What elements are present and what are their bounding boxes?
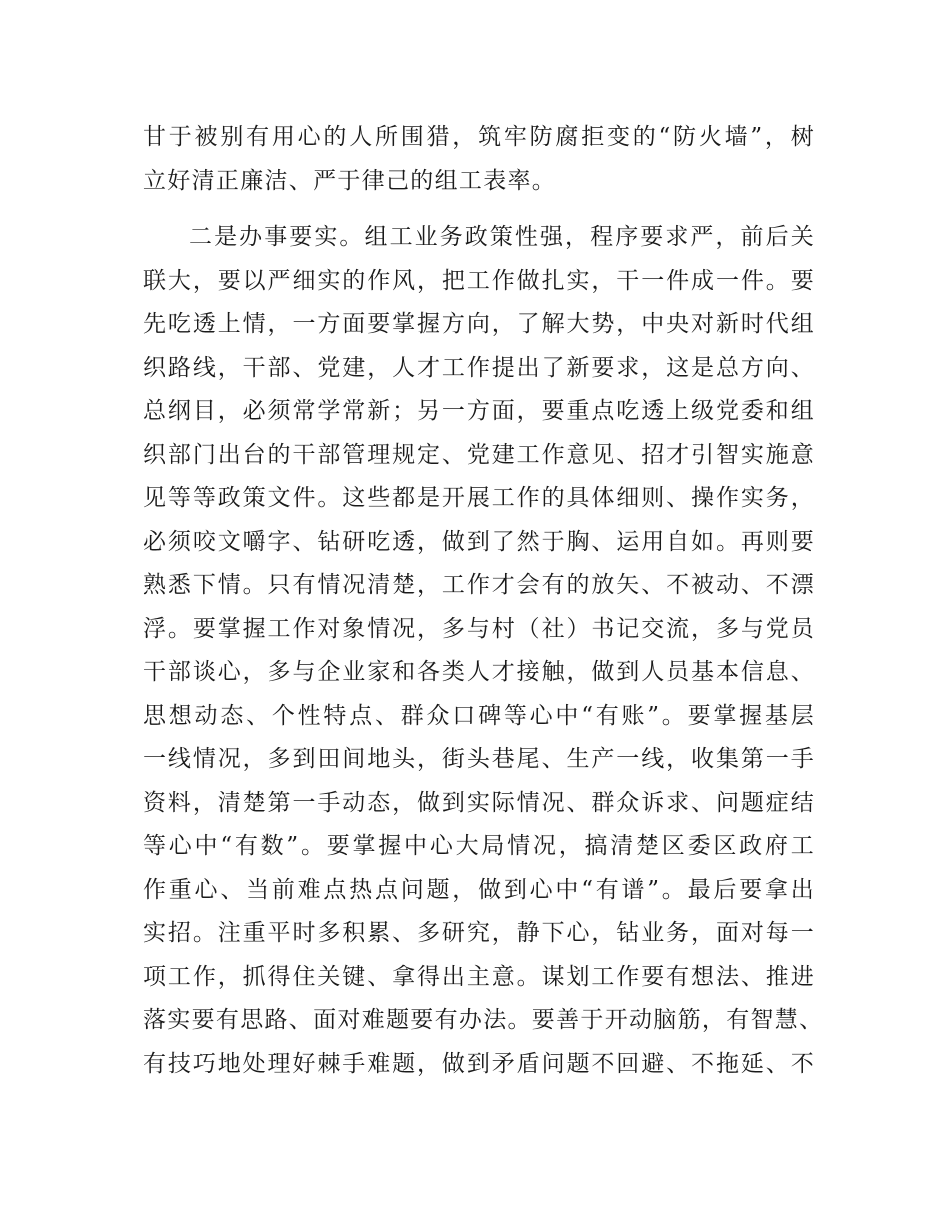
text-line: 先吃透上情，一方面要掌握方向，了解大势，中央对新时代组 bbox=[143, 311, 815, 337]
text-line: 织部门出台的干部管理规定、党建工作意见、招才引智实施意 bbox=[143, 441, 815, 468]
text-line: 干部谈心，多与企业家和各类人才接触，做到人员基本信息、 bbox=[143, 659, 815, 685]
text-line: 见等等政策文件。这些都是开展工作的具体细则、操作实务， bbox=[143, 485, 815, 511]
text-line: 思想动态、个性特点、群众口碑等心中“有账”。要掌握基层 bbox=[143, 702, 815, 729]
text-line: 项工作，抓得住关键、拿得出主意。谋划工作要有想法、推进 bbox=[143, 963, 815, 990]
text-line: 立好清正廉洁、严于律己的组工表率。 bbox=[143, 167, 557, 194]
paragraph-1 bbox=[143, 116, 815, 203]
text-line: 等心中“有数”。要掌握中心大局情况，搞清楚区委区政府工 bbox=[143, 833, 815, 859]
text-line: 实招。注重平时多积累、多研究，静下心，钻业务，面对每一 bbox=[143, 920, 815, 946]
text-line: 二是办事要实。组工业务政策性强，程序要求严，前后关 bbox=[189, 224, 815, 250]
text-line: 落实要有思路、面对难题要有办法。要善于开动脑筋，有智慧、 bbox=[143, 1007, 824, 1033]
text-line: 有技巧地处理好棘手难题，做到矛盾问题不回避、不拖延、不 bbox=[143, 1050, 815, 1077]
text-line: 一线情况，多到田间地头，街头巷尾、生产一线，收集第一手 bbox=[143, 746, 815, 772]
text-line: 总纲目，必须常学常新；另一方面，要重点吃透上级党委和组 bbox=[143, 398, 815, 424]
text-line: 浮。要掌握工作对象情况，多与村（社）书记交流，多与党员 bbox=[143, 615, 815, 642]
text-line: 甘于被别有用心的人所围猎，筑牢防腐拒变的“防火墙”，树 bbox=[143, 124, 815, 150]
text-line: 作重心、当前难点热点问题，做到心中“有谱”。最后要拿出 bbox=[143, 876, 815, 903]
text-line: 资料，清楚第一手动态，做到实际情况、群众诉求、问题症结 bbox=[143, 789, 815, 816]
text-line: 必须咬文嚼字、钻研吃透，做到了然于胸、运用自如。再则要 bbox=[143, 528, 815, 555]
text-line: 联大，要以严细实的作风，把工作做扎实，干一件成一件。要 bbox=[143, 267, 815, 294]
paragraph-2 bbox=[143, 216, 824, 1086]
text-line: 织路线，干部、党建，人才工作提出了新要求，这是总方向、 bbox=[143, 354, 815, 381]
text-line: 熟悉下情。只有情况清楚，工作才会有的放矢、不被动、不漂 bbox=[143, 572, 815, 598]
